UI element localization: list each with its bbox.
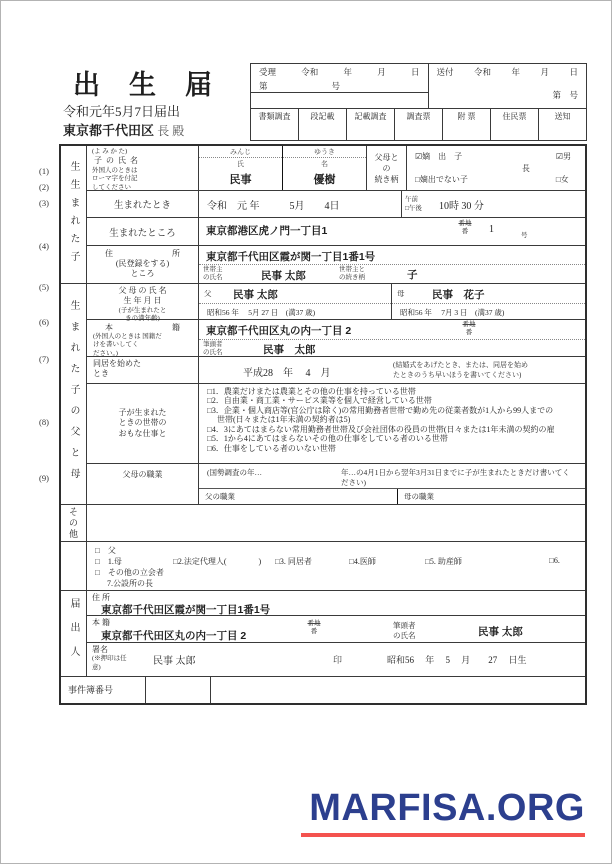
domicile-banchi-struck: 番地 [462, 321, 476, 328]
cohabit-note-2: たときのうち早いほうを書いてください) [393, 371, 522, 380]
send-label: 送付 [436, 67, 454, 77]
relation-label-1: 父母と [374, 152, 399, 162]
father-occupation-label: 父の職業 [199, 489, 398, 504]
case-number-cell-1 [146, 677, 211, 703]
accept-era: 令和 [301, 67, 319, 77]
margin-number-6: (6) [39, 317, 49, 327]
margin-number-5: (5) [39, 282, 49, 292]
ban-label: 番 [461, 228, 469, 236]
child-name-block [199, 146, 367, 190]
born-when-date: 令和 元 年 5月 4日 [207, 201, 340, 212]
public-office-head-label: 7.公設所の長 [107, 579, 153, 588]
filing-date: 令和元年5月7日届出 [63, 104, 181, 119]
seal-placeholder: 印 [333, 655, 343, 665]
row-address [87, 246, 585, 283]
occupation-fields [199, 488, 585, 504]
row-filer-domicile [87, 616, 585, 643]
send-year: 年 [511, 67, 521, 77]
accept-day: 日 [411, 67, 420, 77]
row-filer-address [87, 591, 585, 616]
checkbox-mother-filer: □ 1.母 [95, 557, 122, 566]
filer-registrant-label [393, 621, 416, 641]
domicile-label [89, 322, 196, 333]
work-option-5: □5．1から4にあてはまらないその他の仕事をしている者のいる世帯 [207, 434, 448, 444]
pm-checkbox: □午後 [405, 205, 422, 212]
household-work-label-1: 子が生まれた [118, 407, 167, 417]
father-cell [199, 284, 392, 319]
father-label: 父 [204, 289, 212, 298]
cohabit-label-cell [87, 357, 199, 383]
stamp-cell-survey-slip: 調査票 [395, 109, 443, 140]
section-label-born-child [61, 146, 87, 283]
address-value-row [199, 246, 585, 264]
stamp-cell-register-entry: 段記載 [299, 109, 347, 140]
parents-label-3: (子が生まれたと [118, 306, 167, 314]
surname-column [199, 146, 283, 190]
work-option-6: □6．仕事をしている者のいない世帯 [207, 443, 336, 453]
office-use-top [251, 64, 586, 109]
section-born-child [61, 146, 585, 284]
domicile-ban: 番 [465, 329, 473, 337]
cohabit-label-2: とき [93, 369, 109, 379]
section-label-filer [61, 591, 87, 676]
householder-relation-label-1: 世帯主と [339, 266, 365, 273]
household-work-label-cell [87, 384, 199, 463]
section-case-number [61, 677, 585, 703]
send-number: 第 号 [552, 90, 578, 100]
checkbox-legitimate-child: ☑嫡 出 子 [415, 152, 463, 161]
born-when-time: 10時 30 分 [438, 201, 484, 212]
address-label-cell [87, 246, 199, 283]
domicile-value: 東京都千代田区丸の内一丁目 2 [206, 325, 352, 337]
legitimacy-options [415, 151, 468, 185]
row-born-where [87, 218, 585, 246]
checkbox-midwife: □5. 助産師 [425, 557, 462, 566]
stamp-cell-documents-check: 書類調査 [251, 109, 299, 140]
logo-underline [301, 833, 585, 837]
row-child-name [87, 146, 585, 191]
parents-label-4: きの満年齢) [125, 315, 160, 323]
givenname-value: 優樹 [313, 174, 336, 186]
filer-address-label: 住 所 [92, 593, 110, 602]
margin-number-9: (9) [39, 473, 49, 483]
acceptance-fields [251, 64, 428, 93]
mother-name: 民事 花子 [432, 289, 485, 301]
stamp-cell-notice: 送知 [554, 112, 571, 121]
householder-name: 民事 太郎 [261, 270, 306, 282]
parents-label-2: 生 年 月 日 [123, 296, 162, 306]
registrant-label [203, 341, 223, 358]
main-form-table [59, 144, 587, 705]
registrant-label-1: 筆頭者 [203, 341, 223, 348]
filer-registrant-label-2: の氏名 [393, 630, 416, 640]
row-born-when [87, 191, 585, 218]
section-attendees [61, 542, 585, 591]
section-parents [61, 284, 585, 505]
other-empty-field [87, 505, 585, 541]
margin-number-7: (7) [39, 354, 49, 364]
cohabit-note [393, 360, 528, 380]
domicile-banchi-block [458, 321, 480, 338]
householder-relation-value: 子 [407, 269, 418, 281]
filer-domicile-label: 本 籍 [92, 618, 110, 627]
other-vertical-text: その他 [68, 506, 78, 540]
registrant-label-2: の氏名 [203, 349, 223, 357]
mother-label: 母 [397, 289, 405, 298]
domicile-note-1: (外国人のときは 国籍だ [93, 333, 162, 340]
household-work-label-3: おもな仕事と [118, 428, 167, 438]
row-filer-signature [87, 643, 585, 676]
relation-label-2: の [382, 163, 391, 173]
work-option-3: □3．企業・個人商店等(官公庁は除く)の常用勤務者世帯で勤め先の従業者数が1人から99人までの世帯(日々または1年未満の契約者は5) [207, 405, 554, 425]
send-month: 月 [540, 67, 550, 77]
send-box [429, 64, 586, 108]
filer-birthdate: 昭和56 年 5 月 27 日生 [387, 655, 527, 665]
signature-note-2: 意) [92, 664, 101, 671]
section-label-parents [61, 284, 87, 504]
stamp-row [251, 109, 586, 140]
householder-label-2: の氏名 [203, 274, 223, 282]
margin-number-4: (4) [39, 241, 49, 251]
checkbox-legal-representative: □2.法定代理人( ) [173, 557, 262, 566]
checkbox-option-6: □6. [549, 556, 560, 565]
givenname-column [283, 146, 366, 190]
send-era: 令和 [474, 67, 492, 77]
filer-domicile-value: 東京都千代田区丸の内一丁目 2 [101, 630, 247, 642]
registrant-row [199, 339, 585, 356]
domicile-note-3: ださい。) [93, 349, 118, 357]
cohabit-date: 平成28 年 4 月 [243, 368, 331, 379]
stamp-cell-attached-slip: 附 票 [443, 109, 491, 140]
logo-text: MARFISA.ORG [309, 787, 585, 829]
signature-note-1: (※押印は任 [92, 655, 127, 662]
givenname-label: 名 [321, 160, 328, 168]
census-note [199, 464, 585, 488]
margin-number-2: (2) [39, 182, 49, 192]
address-label-left: 住 [105, 249, 113, 258]
address-label [89, 248, 196, 259]
domicile-label-left: 本 [105, 323, 113, 332]
addressee-honorific: 長 殿 [157, 124, 185, 138]
born-where-number: 1 [489, 224, 494, 235]
banchi-block [454, 220, 476, 237]
checkbox-not-legitimate-child: □嫡出でない子 [415, 175, 468, 184]
signature-label: 署名 [92, 645, 108, 654]
checkbox-female: □女 [555, 175, 569, 184]
givenname-furigana: ゆうき [283, 146, 366, 158]
surname-furigana: みんじ [199, 146, 282, 158]
am-label: 午前 [405, 195, 418, 203]
parents-occupation-label: 父母の職業 [87, 464, 199, 504]
checkbox-male: ☑男 [555, 152, 571, 161]
yomikata-label: (よ み か た) [92, 148, 128, 155]
census-note-2: 年…の4月1日から翌年3月31日までに子が生まれたときだけ書いてく [341, 468, 570, 477]
margin-number-1: (1) [39, 166, 49, 176]
birth-order-label: 長 [521, 163, 530, 173]
row-parents-names [87, 284, 585, 323]
section-label-other [61, 505, 87, 541]
checkbox-other-attendee: □ その他の立会者 [95, 568, 164, 577]
case-number-label: 事件簿番号 [61, 677, 146, 703]
householder-label-1: 世帯主 [203, 266, 223, 273]
born-child-vertical-text: 生生まれた子 [68, 160, 79, 269]
filer-registrant-name: 民事 太郎 [478, 626, 523, 638]
accept-no-prefix: 第 [259, 81, 268, 91]
am-pm-cell [401, 191, 425, 217]
filer-banchi-struck: 番地 [307, 620, 321, 627]
checkbox-cohabitant: □3. 同居者 [275, 557, 312, 566]
attendees-block [87, 542, 585, 590]
row-cohabit [87, 357, 585, 384]
father-birthdate: 昭和56 年 5月 27 日 (満37 歳) [199, 303, 391, 319]
cohabit-note-1: (結婚式をあげたとき、または、同居を始め [393, 361, 529, 369]
accept-no-suffix: 号 [331, 81, 341, 91]
section-other [61, 505, 585, 542]
row-parents-occupation [87, 464, 585, 504]
child-name-note-3: してください [92, 183, 131, 191]
householder-relation-label [339, 266, 365, 283]
address-label-2: (民登録をする) [115, 259, 170, 268]
office-use-box [250, 63, 587, 141]
parents-label-cell [87, 284, 199, 323]
domicile-note-2: けを書いしてく [93, 341, 139, 349]
margin-number-3: (3) [39, 198, 49, 208]
father-name: 民事 太郎 [233, 289, 278, 301]
go-label: 号 [521, 232, 528, 239]
domicile-value-row [199, 320, 585, 339]
filer-registrant-label-1: 筆頭者 [393, 621, 416, 630]
filer-ban: 番 [310, 628, 318, 636]
addressee: 東京都千代田区 [63, 123, 155, 138]
mother-cell [392, 284, 585, 319]
born-where-value: 東京都港区虎ノ門一丁目1 [206, 225, 328, 237]
checkbox-doctor: □4.医師 [349, 557, 376, 566]
relation-options [407, 146, 585, 190]
census-note-3: ださい) [341, 478, 366, 487]
checkbox-father-filer: □ 父 [95, 546, 116, 555]
section-filer [61, 591, 585, 677]
row-household-work [87, 384, 585, 464]
household-work-label-2: ときの世帯の [118, 418, 167, 428]
child-name-label: 子 の 氏 名 [94, 156, 139, 166]
householder-label [203, 266, 223, 283]
domicile-label-cell [87, 320, 199, 356]
filer-vertical-text: 届出人 [68, 597, 79, 670]
registrant-name: 民事 太郎 [263, 344, 316, 356]
site-logo [301, 787, 585, 837]
child-name-note-1: 外国人のときは [92, 166, 138, 174]
attendees-vcol-empty [61, 542, 87, 590]
row-domicile [87, 320, 585, 357]
acceptance-empty [251, 93, 428, 108]
accept-label: 受理 [259, 67, 277, 77]
stamp-cell-entry-check: 記載調査 [347, 109, 395, 140]
relation-label-3: 続き柄 [374, 174, 399, 184]
domicile-label-right: 籍 [172, 323, 180, 332]
surname-label: 氏 [237, 160, 244, 168]
send-day: 日 [569, 67, 578, 77]
case-number-cell-2 [211, 677, 585, 703]
surname-value: 民事 [229, 174, 252, 186]
mother-name-row [392, 284, 585, 303]
work-option-1: □1．農業だけまたは農業とその他の仕事を持っている世帯 [207, 387, 416, 396]
form-title: 出 生 届 [73, 70, 213, 100]
sex-options [556, 151, 571, 185]
householder-row [199, 264, 585, 283]
born-when-label: 生まれたとき [87, 191, 199, 217]
child-name-label-cell [87, 146, 199, 190]
address-value: 東京都千代田区霞が関一丁目1番1号 [206, 251, 376, 263]
mother-birthdate: 昭和56 年 7月 3 日 (満37 歳) [392, 303, 585, 319]
address-label-right: 所 [172, 249, 180, 258]
householder-relation-label-2: の続き柄 [339, 274, 365, 282]
banchi-struck-label: 番地 [458, 220, 472, 227]
filer-banchi-block [303, 620, 325, 637]
child-name-note-2: ローマ字を付記 [92, 175, 138, 183]
relation-label-cell [367, 146, 407, 190]
father-name-row [199, 284, 391, 303]
born-where-label: 生まれたところ [87, 218, 199, 245]
filer-address-value: 東京都千代田区霞が関一丁目1番1号 [101, 604, 271, 616]
accept-year: 年 [343, 67, 353, 77]
mother-occupation-label: 母の職業 [404, 492, 434, 501]
cohabit-label-1: 同居を始めた [93, 359, 141, 368]
parents-vertical-text: 生まれた子の父と母 [68, 299, 79, 489]
census-note-1: (国勢調査の年… [207, 468, 262, 477]
address-label-3: ところ [130, 269, 155, 279]
birth-order-cell [522, 151, 530, 185]
work-option-2: □2．自由業・商工業・サービス業等を個人で経営している世帯 [207, 396, 432, 406]
acceptance-box [251, 64, 429, 108]
parents-label-1: 父 母 の 氏 名 [118, 286, 167, 295]
work-option-4: □4．3にあてはまらない常用勤務者世帯及び会社団体の役員の世帯(日々または1年未満の契約の雇 [207, 424, 555, 434]
accept-month: 月 [377, 67, 386, 77]
addressee-line [63, 120, 184, 139]
signature-value: 民事 太郎 [153, 656, 196, 667]
margin-number-8: (8) [39, 417, 49, 427]
stamp-cell-resident-card: 住民票 [491, 109, 539, 140]
